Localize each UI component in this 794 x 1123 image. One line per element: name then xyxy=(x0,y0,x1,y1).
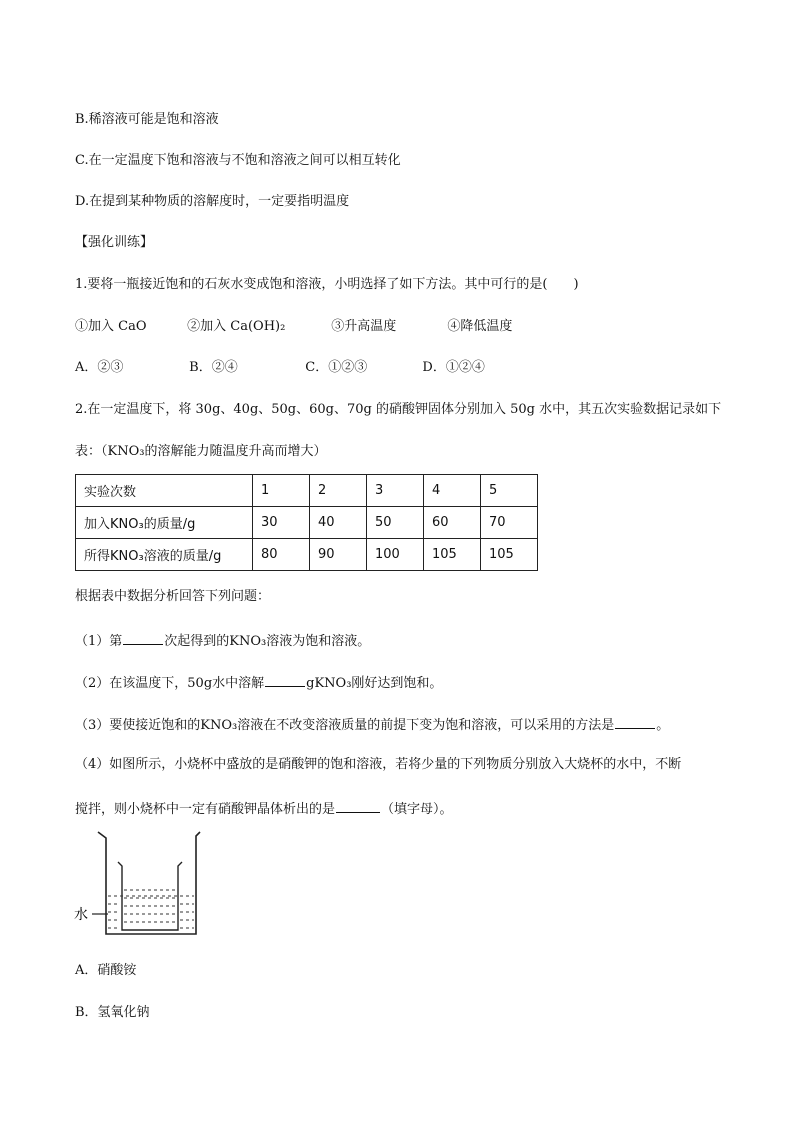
q2-part2-text-a: （2）在该温度下，50g水中溶解 xyxy=(75,676,265,691)
table-cell: 100 xyxy=(367,539,424,571)
table-cell: 2 xyxy=(310,475,367,507)
q1-method-1: ①加入 CaO xyxy=(75,319,147,334)
table-cell: 1 xyxy=(253,475,310,507)
q1-options xyxy=(75,359,485,377)
q2-part2 xyxy=(75,672,442,693)
q2-part1-text-a: （1）第 xyxy=(75,634,123,649)
table-row xyxy=(76,475,538,507)
q2-part1-text-b: 次起得到的KNO₃溶液为饱和溶液。 xyxy=(164,634,371,649)
q1-stem: 1.要将一瓶接近饱和的石灰水变成饱和溶液，小明选择了如下方法。其中可行的是( ) xyxy=(75,277,579,292)
choice-d: D.在提到某种物质的溶解度时，一定要指明温度 xyxy=(75,194,350,209)
q2-part4-text-b: （填字母）。 xyxy=(381,802,453,817)
q1-method-3: ③升高温度 xyxy=(331,319,397,334)
table-cell: 3 xyxy=(367,475,424,507)
table-cell: 5 xyxy=(481,475,538,507)
solution-lines xyxy=(124,890,176,922)
answer-blank[interactable] xyxy=(265,672,305,687)
q2-option-b: B．氢氧化钠 xyxy=(75,1005,150,1020)
answer-blank[interactable] xyxy=(615,714,655,729)
q2-part4-line2 xyxy=(75,798,453,819)
q2-part4-text-a: 搅拌，则小烧杯中一定有硝酸钾晶体析出的是 xyxy=(75,802,336,817)
table-cell: 所得KNO₃溶液的质量/g xyxy=(76,539,253,571)
table-cell: 80 xyxy=(253,539,310,571)
choice-c: C.在一定温度下饱和溶液与不饱和溶液之间可以相互转化 xyxy=(75,153,401,168)
q2-part2-text-b: gKNO₃刚好达到饱和。 xyxy=(306,676,443,691)
q1-method-4: ④降低温度 xyxy=(447,319,513,334)
q1-option-d: D．①②④ xyxy=(422,360,485,375)
data-table xyxy=(75,474,538,571)
q2-part3-text-a: （3）要使接近饱和的KNO₃溶液在不改变溶液质量的前提下变为饱和溶液，可以采用的方法是 xyxy=(75,718,615,733)
q2-part4-line1: （4）如图所示，小烧杯中盛放的是硝酸钾的饱和溶液，若将少量的下列物质分别放入大烧杯的水中，不断 xyxy=(75,757,682,772)
large-beaker xyxy=(98,832,200,934)
table-cell: 60 xyxy=(424,507,481,539)
q2-option-a: A．硝酸铵 xyxy=(75,963,137,978)
q1-methods xyxy=(75,318,512,336)
table-cell: 加入KNO₃的质量/g xyxy=(76,507,253,539)
section-title: 【强化训练】 xyxy=(75,235,154,250)
q1-method-2: ②加入 Ca(OH)₂ xyxy=(187,319,286,334)
water-lines xyxy=(108,896,194,928)
q2-part3 xyxy=(75,714,669,735)
table-row xyxy=(76,539,538,571)
q2-part1 xyxy=(75,630,370,651)
answer-blank[interactable] xyxy=(123,630,163,645)
q2-analysis: 根据表中数据分析回答下列问题： xyxy=(75,589,271,604)
table-row xyxy=(76,507,538,539)
table-cell: 40 xyxy=(310,507,367,539)
table-cell: 90 xyxy=(310,539,367,571)
q2-stem-line2: 表：（KNO₃的溶解能力随温度升高而增大） xyxy=(75,444,327,459)
q1-option-c: C．①②③ xyxy=(305,360,368,375)
table-cell: 50 xyxy=(367,507,424,539)
answer-blank[interactable] xyxy=(336,798,380,813)
table-cell: 70 xyxy=(481,507,538,539)
water-label: 水 xyxy=(74,907,88,923)
q1-option-a: A．②③ xyxy=(75,360,124,375)
table-cell: 30 xyxy=(253,507,310,539)
table-cell: 105 xyxy=(481,539,538,571)
table-cell: 4 xyxy=(424,475,481,507)
q2-stem-line1: 2.在一定温度下，将 30g、40g、50g、60g、70g 的硝酸钾固体分别加入 50g 水中，其五次实验数据记录如下 xyxy=(75,402,722,417)
table-cell: 105 xyxy=(424,539,481,571)
choice-b: B.稀溶液可能是饱和溶液 xyxy=(75,112,219,127)
beaker-figure xyxy=(72,826,204,944)
table-cell: 实验次数 xyxy=(76,475,253,507)
q2-part3-text-b: 。 xyxy=(656,718,670,733)
q1-option-b: B．②④ xyxy=(189,360,238,375)
